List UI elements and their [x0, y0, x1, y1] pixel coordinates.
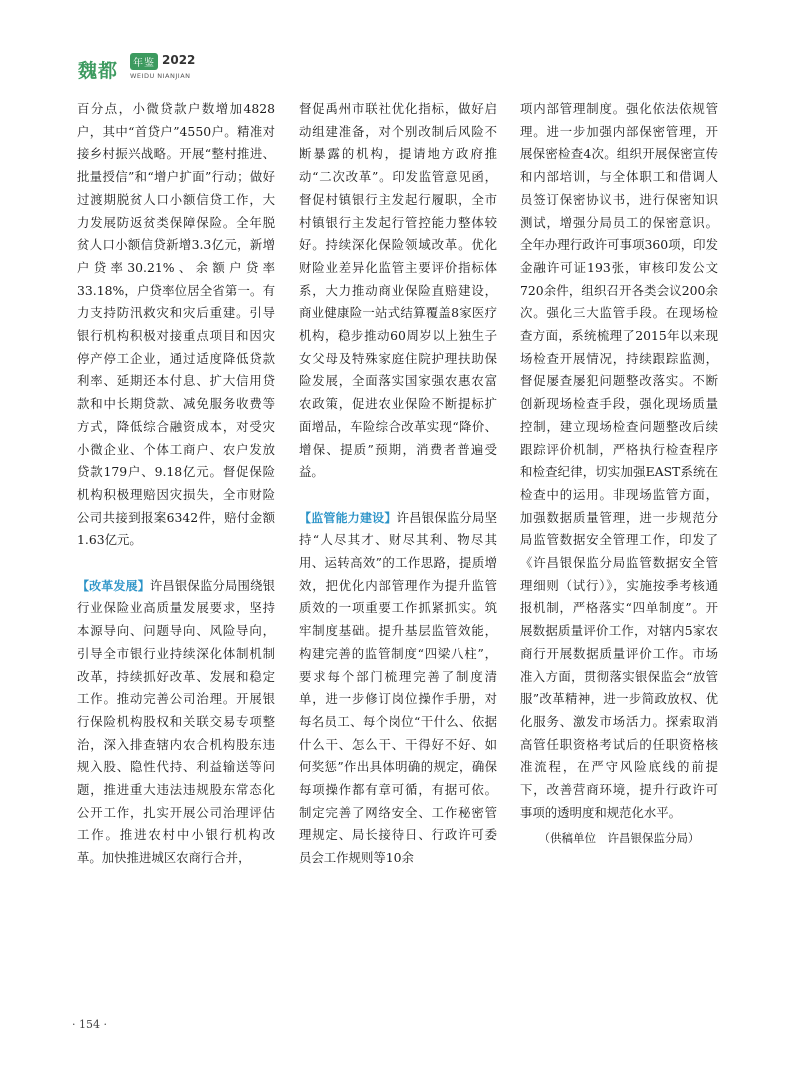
yearbook-subtitle: WEIDU NIANJIAN [130, 72, 191, 80]
paragraph-loans: 百分点，小微贷款户数增加4828户，其中“首贷户”4550户。精准对接乡村振兴战略。开展“整村推进、批量授信”和“增户扩面”行动；做好过渡期脱贫人口小额信贷工作，大力发展防返贫类保障保险。全年脱贫人口小额信贷新增3.3亿元，新增户贷率30.21%、余额户贷率33.18%，户贷率位居全省第一。有力支持防汛救灾和灾后重建。引导银行机构积极对接重点项目和因灾停产停工企业，通过适度降低贷款利率、延期还本付息、扩大信用贷款和中长期贷款、减免服务收费等方式，降低综合融资成本，对受灾小微企业、个体工商户、农户发放贷款179户、9.18亿元。督促保险机构积极理赔因灾损失，全市财险公司共接到报案6342件，赔付金额1.63亿元。 [77, 101, 275, 548]
paragraph-supervision [299, 507, 497, 870]
text-column-1 [77, 98, 275, 870]
section-body-supervision: 许昌银保监分局坚持“人尽其才、财尽其利、物尽其用、运转高效”的工作思路，提质增效，把优化内部管理作为提升监管质效的一项重要工作抓紧抓实。筑牢制度基础。提升基层监管效能，构建完善的监管制度“四梁八柱”，要求每个部门梳理完善了制度清单，进一步修订岗位操作手册，对每名员工、每个岗位“干什么、依据什么干、怎么干、干得好不好、如何奖惩”作出具体明确的规定，确保每项操作都有章可循，有据可依。制定完善了网络安全、工作秘密管理规定、局长接待日、行政许可委员会工作规则等10余 [299, 509, 497, 866]
yearbook-logo-badge: 年鉴 [130, 53, 158, 70]
paragraph-internal-management: 项内部管理制度。强化依法依规管理。进一步加强内部保密管理，开展保密检查4次。组织开展保密宣传和内部培训，与全体职工和借调人员签订保密协议书，进行保密知识测试，增强分局员工的保密意识。全年办理行政许可事项360项，印发金融许可证193张，审核印发公文720余件，组织召开各类会议200余次。强化三大监管手段。在现场检查方面，系统梳理了2015年以来现场检查开展情况，持续跟踪监测，督促屡查屡犯问题整改落实。不断创新现场检查手段，强化现场质量控制，建立现场检查问题整改后续跟踪评价机制，严格执行检查程序和检查纪律，切实加强EAST系统在检查中的运用。非现场监管方面，加强数据质量管理，进一步规范分局监管数据安全管理工作，印发了《许昌银保监分局监管数据安全管理细则（试行）》，实施按季考核通报机制，严格落实“四单制度”。开展数据质量评价工作，对辖内5家农商行开展数据质量评价工作。市场准入方面，贯彻落实银保监会“放管服”改革精神，进一步简政放权、优化服务、激发市场活力。探索取消高管任职资格考试后的任职资格核准流程，在严守风险底线的前提下，改善营商环境，提升行政许可事项的透明度和规范化水平。 [520, 101, 718, 820]
paragraph-reform [77, 575, 275, 870]
yearbook-logo-title: 魏都 [78, 60, 119, 82]
page-number: · 154 · [72, 1018, 107, 1031]
source-credit: （供稿单位 许昌银保监分局） [538, 830, 700, 845]
section-heading-supervision: 【监管能力建设】 [299, 510, 397, 525]
section-body-reform: 许昌银保监分局围绕银行业保险业高质量发展要求，坚持本源导向、问题导向、风险导向，引导全市银行业持续深化体制机制改革，持续抓好改革、发展和稳定工作。推动完善公司治理。开展银行保险机构股权和关联交易专项整治，深入排查辖内农合机构股东违规入股、隐性代持、利益输送等问题，推进重大违法违规股东常态化公开工作，扎实开展公司治理评估工作。推进农村中小银行机构改革。加快推进城区农商行合并， [77, 577, 275, 866]
yearbook-year: 2022 [162, 53, 196, 67]
paragraph-insurance-reform: 督促禹州市联社优化指标，做好启动组建准备，对个别改制后风险不断暴露的机构，提请地方政府推动“二次改革”。印发监管意见函，督促村镇银行主发起行履职，全市村镇银行主发起行管控能力整体较好。持续深化保险领域改革。优化财险业差异化监管主要评价指标体系，大力推动商业保险直赔建设，商业健康险一站式结算覆盖8家医疗机构，稳步推动60周岁以上独生子女父母及特殊家庭住院护理扶助保险发展，全面落实国家强农惠农富农政策，促进农业保险不断提标扩面增品，车险综合改革实现“降价、增保、提质”预期，消费者普遍受益。 [299, 101, 497, 480]
yearbook-header [78, 50, 378, 90]
text-column-2 [299, 98, 497, 870]
text-column-3 [520, 98, 718, 849]
section-heading-reform: 【改革发展】 [77, 578, 150, 593]
